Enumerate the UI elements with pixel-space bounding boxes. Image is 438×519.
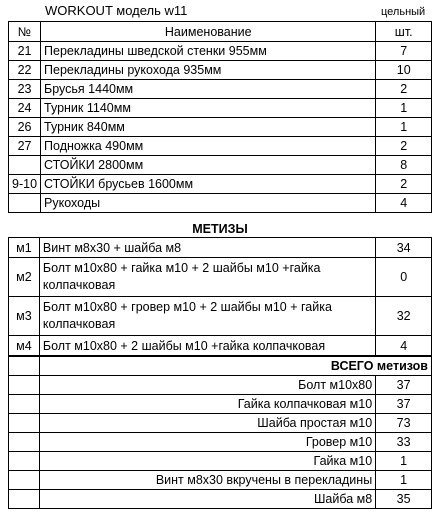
- part-qty-cell[interactable]: 8: [376, 156, 432, 175]
- table-row: [9, 118, 432, 137]
- table-row: [9, 137, 432, 156]
- part-number-cell[interactable]: [9, 194, 41, 213]
- table-row: [9, 175, 432, 194]
- totals-header-row: [9, 357, 432, 376]
- fastener-qty-cell[interactable]: 4: [376, 336, 432, 356]
- total-qty-cell[interactable]: 73: [376, 414, 432, 433]
- fastener-code-cell[interactable]: м2: [9, 258, 40, 297]
- part-number-cell[interactable]: 24: [9, 99, 41, 118]
- blank-cell[interactable]: [9, 471, 40, 490]
- fastener-code-cell[interactable]: м4: [9, 336, 40, 356]
- total-name-cell[interactable]: Гайка колпачковая м10: [39, 395, 375, 414]
- table-row: [9, 258, 432, 297]
- part-number-cell[interactable]: 9-10: [9, 175, 41, 194]
- total-name-cell[interactable]: Болт м10х80: [39, 376, 375, 395]
- table-row: [9, 61, 432, 80]
- col-number-header[interactable]: №: [9, 22, 41, 42]
- total-qty-cell[interactable]: 33: [376, 433, 432, 452]
- blank-cell[interactable]: [9, 414, 40, 433]
- total-qty-cell[interactable]: 37: [376, 376, 432, 395]
- part-number-cell[interactable]: [9, 156, 41, 175]
- blank-cell[interactable]: [9, 395, 40, 414]
- part-name-cell[interactable]: Перекладины шведской стенки 955мм: [41, 42, 376, 61]
- fastener-qty-cell[interactable]: 0: [376, 258, 432, 297]
- fastener-code-cell[interactable]: м1: [9, 238, 40, 258]
- part-qty-cell[interactable]: 7: [376, 42, 432, 61]
- part-name-cell[interactable]: Турник 840мм: [41, 118, 376, 137]
- part-number-cell[interactable]: 26: [9, 118, 41, 137]
- model-type-label: цельный: [381, 6, 426, 18]
- part-number-cell[interactable]: 22: [9, 61, 41, 80]
- table-row: [9, 414, 432, 433]
- blank-cell[interactable]: [9, 452, 40, 471]
- table-row: [9, 433, 432, 452]
- table-row: [9, 297, 432, 336]
- part-name-cell[interactable]: Подножка 490мм: [41, 137, 376, 156]
- blank-cell[interactable]: [9, 433, 40, 452]
- table-row: [9, 395, 432, 414]
- table-row: [9, 80, 432, 99]
- total-name-cell[interactable]: Винт м8х30 вкручены в перекладины: [39, 471, 375, 490]
- table-row: [9, 452, 432, 471]
- part-name-cell[interactable]: Рукоходы: [41, 194, 376, 213]
- total-qty-cell[interactable]: 35: [376, 490, 432, 509]
- part-name-cell[interactable]: Перекладины рукохода 935мм: [41, 61, 376, 80]
- total-qty-cell[interactable]: 1: [376, 471, 432, 490]
- fastener-totals-table: [8, 356, 432, 509]
- col-qty-header[interactable]: шт.: [376, 22, 432, 42]
- fastener-name-cell[interactable]: Болт м10х80 + гровер м10 + 2 шайбы м10 + гайка колпачковая: [39, 297, 375, 336]
- total-name-cell[interactable]: Гровер м10: [39, 433, 375, 452]
- table-row: [9, 194, 432, 213]
- table-row: [9, 471, 432, 490]
- part-number-cell[interactable]: 23: [9, 80, 41, 99]
- fastener-name-cell[interactable]: Болт м10х80 + гайка м10 + 2 шайбы м10 +гайка колпачковая: [39, 258, 375, 297]
- table-row: [9, 156, 432, 175]
- part-name-cell[interactable]: СТОЙКИ 2800мм: [41, 156, 376, 175]
- total-name-cell[interactable]: Гайка м10: [39, 452, 375, 471]
- metizy-section-title: МЕТИЗЫ: [192, 222, 248, 236]
- table-row: [9, 99, 432, 118]
- totals-header-blank[interactable]: [9, 357, 40, 376]
- fastener-qty-cell[interactable]: 34: [376, 238, 432, 258]
- fastener-name-cell[interactable]: Болт м10х80 + 2 шайбы м10 +гайка колпачковая: [39, 336, 375, 356]
- totals-title[interactable]: ВСЕГО метизов: [39, 357, 431, 376]
- fastener-qty-cell[interactable]: 32: [376, 297, 432, 336]
- total-qty-cell[interactable]: 1: [376, 452, 432, 471]
- total-name-cell[interactable]: Шайба м8: [39, 490, 375, 509]
- part-number-cell[interactable]: 21: [9, 42, 41, 61]
- table-row: [9, 490, 432, 509]
- part-qty-cell[interactable]: 2: [376, 175, 432, 194]
- part-name-cell[interactable]: СТОЙКИ брусьев 1600мм: [41, 175, 376, 194]
- fastener-code-cell[interactable]: м3: [9, 297, 40, 336]
- blank-cell[interactable]: [9, 490, 40, 509]
- total-name-cell[interactable]: Шайба простая м10: [39, 414, 375, 433]
- parts-table-header: [9, 22, 432, 42]
- part-name-cell[interactable]: Брусья 1440мм: [41, 80, 376, 99]
- fastener-name-cell[interactable]: Винт м8х30 + шайба м8: [39, 238, 375, 258]
- sheet-title: WORKOUT модель w11: [45, 3, 188, 18]
- part-name-cell[interactable]: Турник 1140мм: [41, 99, 376, 118]
- total-qty-cell[interactable]: 37: [376, 395, 432, 414]
- table-row: [9, 42, 432, 61]
- fasteners-table: [8, 237, 432, 356]
- part-qty-cell[interactable]: 2: [376, 80, 432, 99]
- part-qty-cell[interactable]: 2: [376, 137, 432, 156]
- table-row: [9, 376, 432, 395]
- part-qty-cell[interactable]: 1: [376, 118, 432, 137]
- part-qty-cell[interactable]: 4: [376, 194, 432, 213]
- parts-table: [8, 21, 432, 213]
- part-qty-cell[interactable]: 10: [376, 61, 432, 80]
- table-row: [9, 238, 432, 258]
- col-name-header[interactable]: Наименование: [41, 22, 376, 42]
- blank-cell[interactable]: [9, 376, 40, 395]
- part-qty-cell[interactable]: 1: [376, 99, 432, 118]
- part-number-cell[interactable]: 27: [9, 137, 41, 156]
